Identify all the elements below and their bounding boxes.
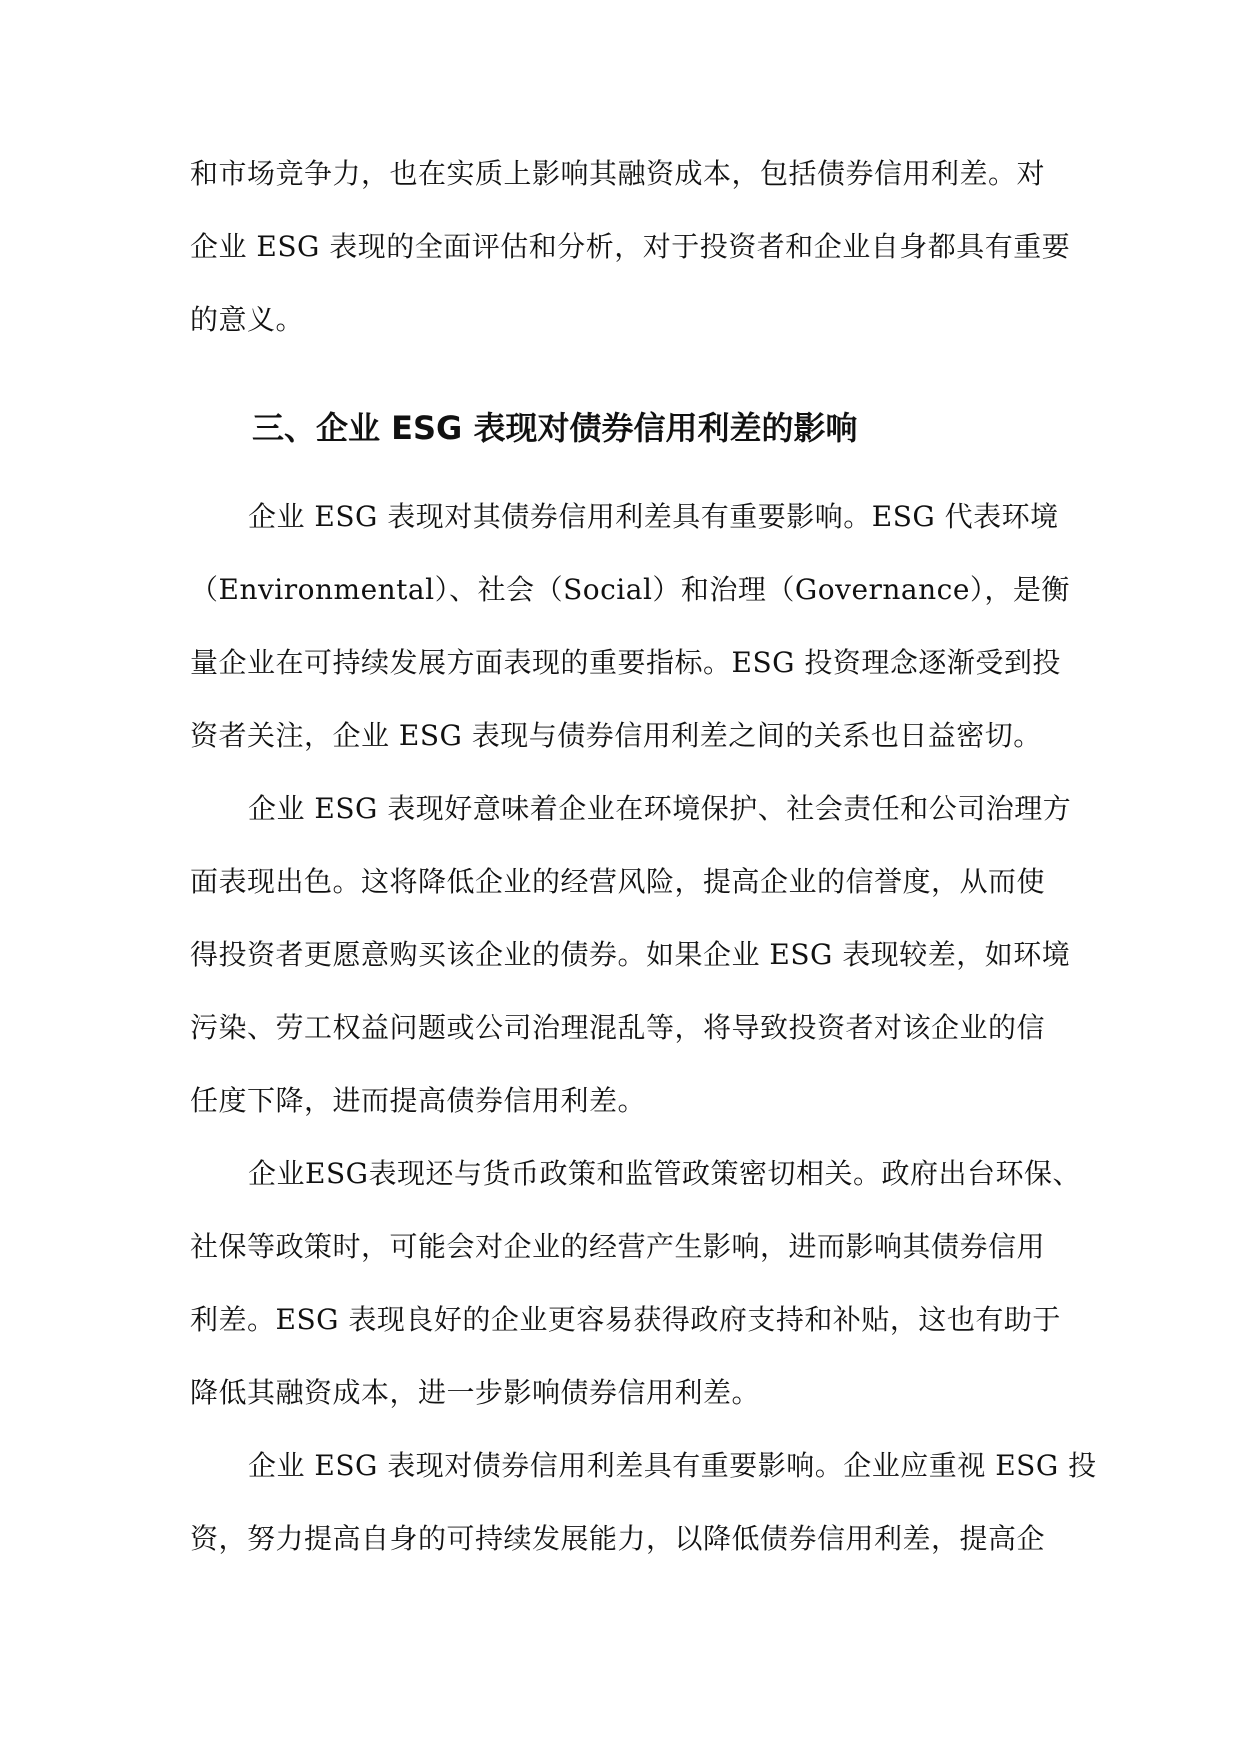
text-line: 和市场竞争力，也在实质上影响其融资成本，包括债券信用利差。对 (190, 157, 1046, 190)
text-line: 的意义。 (190, 303, 305, 336)
text-line: 污染、劳工权益问题或公司治理混乱等，将导致投资者对该企业的信 (190, 1011, 1046, 1044)
text-line: 任度下降，进而提高债券信用利差。 (190, 1084, 647, 1117)
text-line: 企业 ESG 表现好意味着企业在环境保护、社会责任和公司治理方 (248, 792, 1072, 825)
text-line: 资者关注，企业 ESG 表现与债券信用利差之间的关系也日益密切。 (190, 719, 1042, 752)
text-line: 企业ESG表现还与货币政策和监管政策密切相关。政府出台环保、 (248, 1157, 1081, 1190)
text-line: （Environmental）、社会（Social）和治理（Governance），是衡 (190, 573, 1070, 606)
text-line: 面表现出色。这将降低企业的经营风险，提高企业的信誉度，从而使 (190, 865, 1046, 898)
text-line: 得投资者更愿意购买该企业的债券。如果企业 ESG 表现较差，如环境 (190, 938, 1071, 971)
text-line: 社保等政策时，可能会对企业的经营产生影响，进而影响其债券信用 (190, 1230, 1046, 1263)
text-line: 利差。ESG 表现良好的企业更容易获得政府支持和补贴，这也有助于 (190, 1303, 1061, 1336)
text-line: 企业 ESG 表现的全面评估和分析，对于投资者和企业自身都具有重要 (190, 230, 1071, 263)
text-line: 量企业在可持续发展方面表现的重要指标。ESG 投资理念逐渐受到投 (190, 646, 1061, 679)
text-line: 企业 ESG 表现对债券信用利差具有重要影响。企业应重视 ESG 投 (248, 1449, 1097, 1482)
text-line: 降低其融资成本，进一步影响债券信用利差。 (190, 1376, 761, 1409)
text-line: 资，努力提高自身的可持续发展能力，以降低债券信用利差，提高企 (190, 1522, 1046, 1555)
text-line: 企业 ESG 表现对其债券信用利差具有重要影响。ESG 代表环境 (248, 500, 1059, 533)
section-heading: 三、企业 ESG 表现对债券信用利差的影响 (252, 409, 858, 447)
